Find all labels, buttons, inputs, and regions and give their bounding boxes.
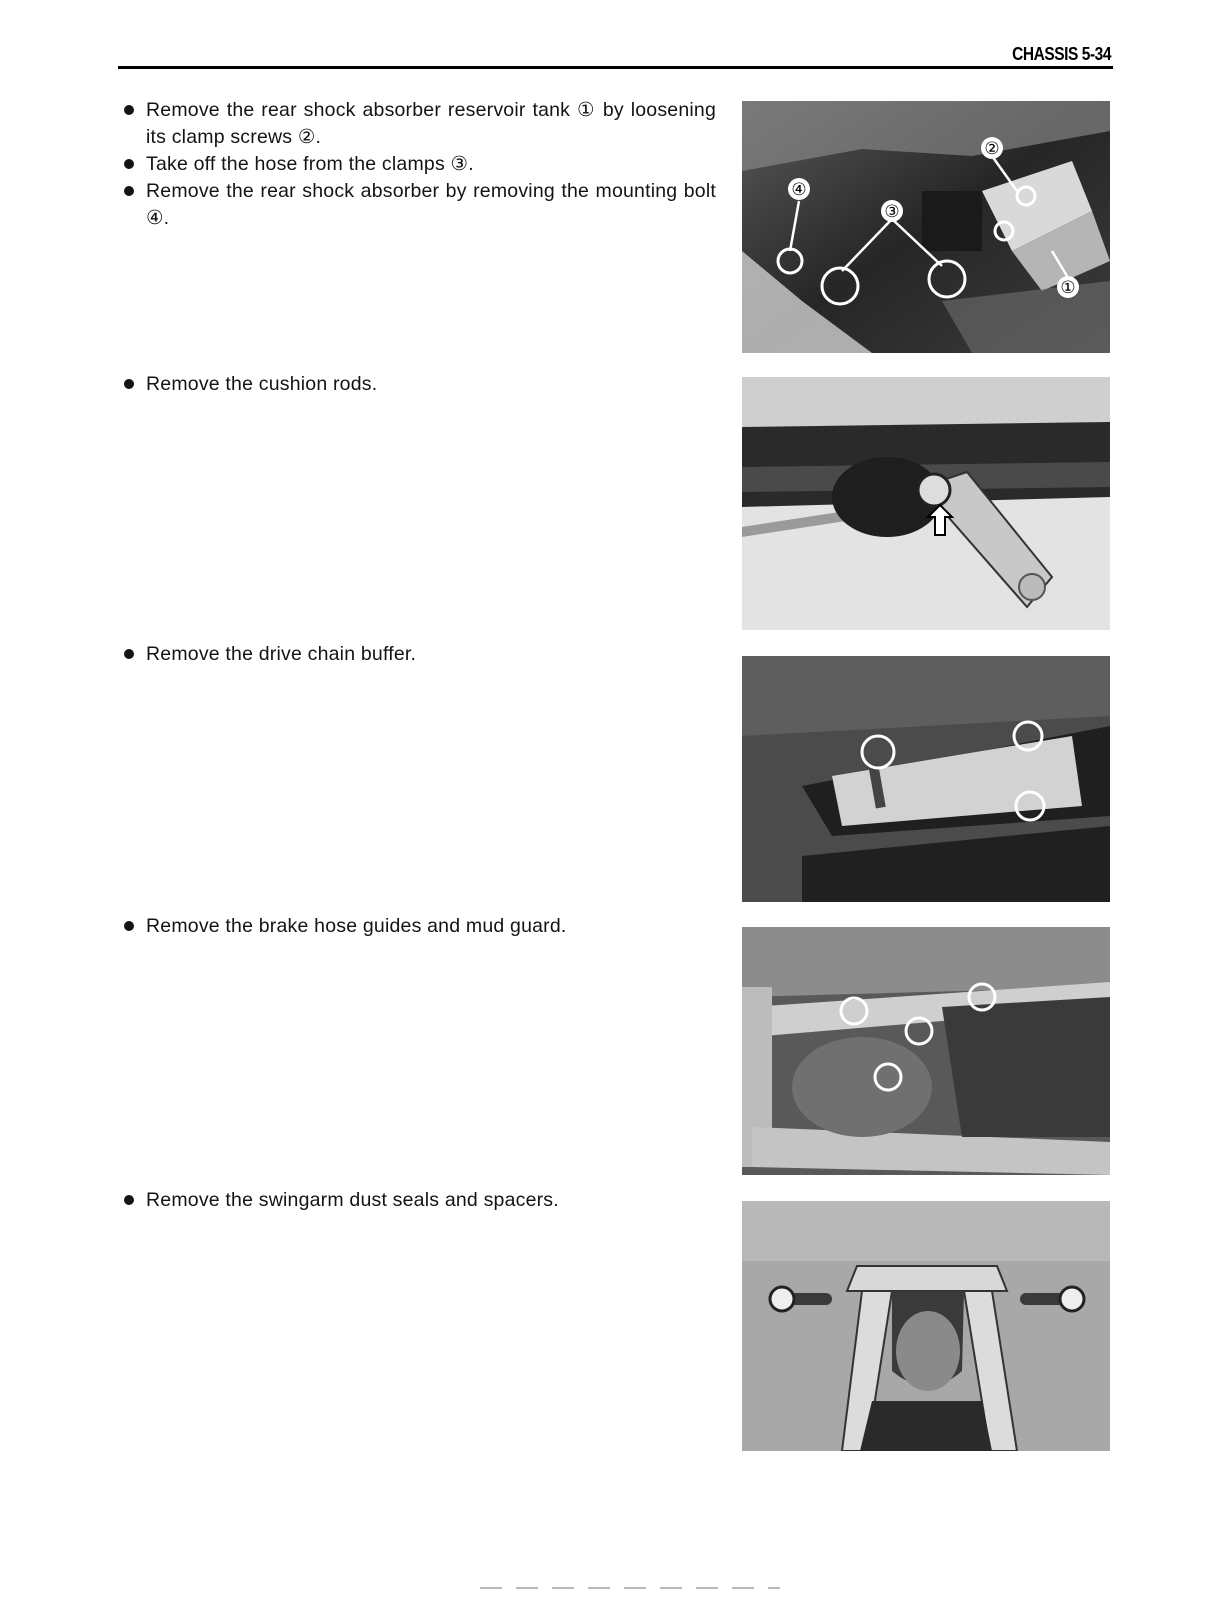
step-text: Remove the brake hose guides and mud guard. xyxy=(146,915,567,937)
cushion-rod-photo xyxy=(742,377,1110,630)
callout-1: ① xyxy=(1060,278,1076,298)
page-title: CHASSIS 5-34 xyxy=(1012,44,1111,64)
step-text: Remove the rear shock absorber reservoir tank ① by loosening its clamp screws ②. xyxy=(146,99,716,148)
bullet-icon xyxy=(124,186,134,196)
step-text: Remove the rear shock absorber by removing the mounting bolt ④. xyxy=(146,180,716,229)
bullet-icon xyxy=(124,105,134,115)
step-item xyxy=(124,97,716,151)
section-1-steps xyxy=(124,97,716,232)
section-5-steps xyxy=(124,1187,716,1214)
step-text: Remove the swingarm dust seals and spacers. xyxy=(146,1189,559,1211)
section-4-steps xyxy=(124,913,716,940)
bullet-icon xyxy=(124,649,134,659)
bullet-icon xyxy=(124,379,134,389)
step-text: Remove the drive chain buffer. xyxy=(146,643,417,665)
step-item xyxy=(124,913,716,940)
step-item xyxy=(124,151,716,178)
callout-4: ④ xyxy=(791,180,807,200)
chain-buffer-photo xyxy=(742,656,1110,902)
step-item xyxy=(124,641,716,668)
footer-dashes xyxy=(480,1587,780,1589)
step-text: Take off the hose from the clamps ③. xyxy=(146,153,474,175)
step-text: Remove the cushion rods. xyxy=(146,373,378,395)
reservoir-tank-photo xyxy=(742,101,1110,353)
bullet-icon xyxy=(124,159,134,169)
swingarm-seals-photo xyxy=(742,1201,1110,1451)
bullet-icon xyxy=(124,1195,134,1205)
step-item xyxy=(124,178,716,232)
header-rule xyxy=(118,66,1113,69)
callout-2: ② xyxy=(984,139,1000,159)
callout-3: ③ xyxy=(884,202,900,222)
section-3-steps xyxy=(124,641,716,668)
bullet-icon xyxy=(124,921,134,931)
section-2-steps xyxy=(124,371,716,398)
step-item xyxy=(124,1187,716,1214)
step-item xyxy=(124,371,716,398)
mud-guard-photo xyxy=(742,927,1110,1175)
